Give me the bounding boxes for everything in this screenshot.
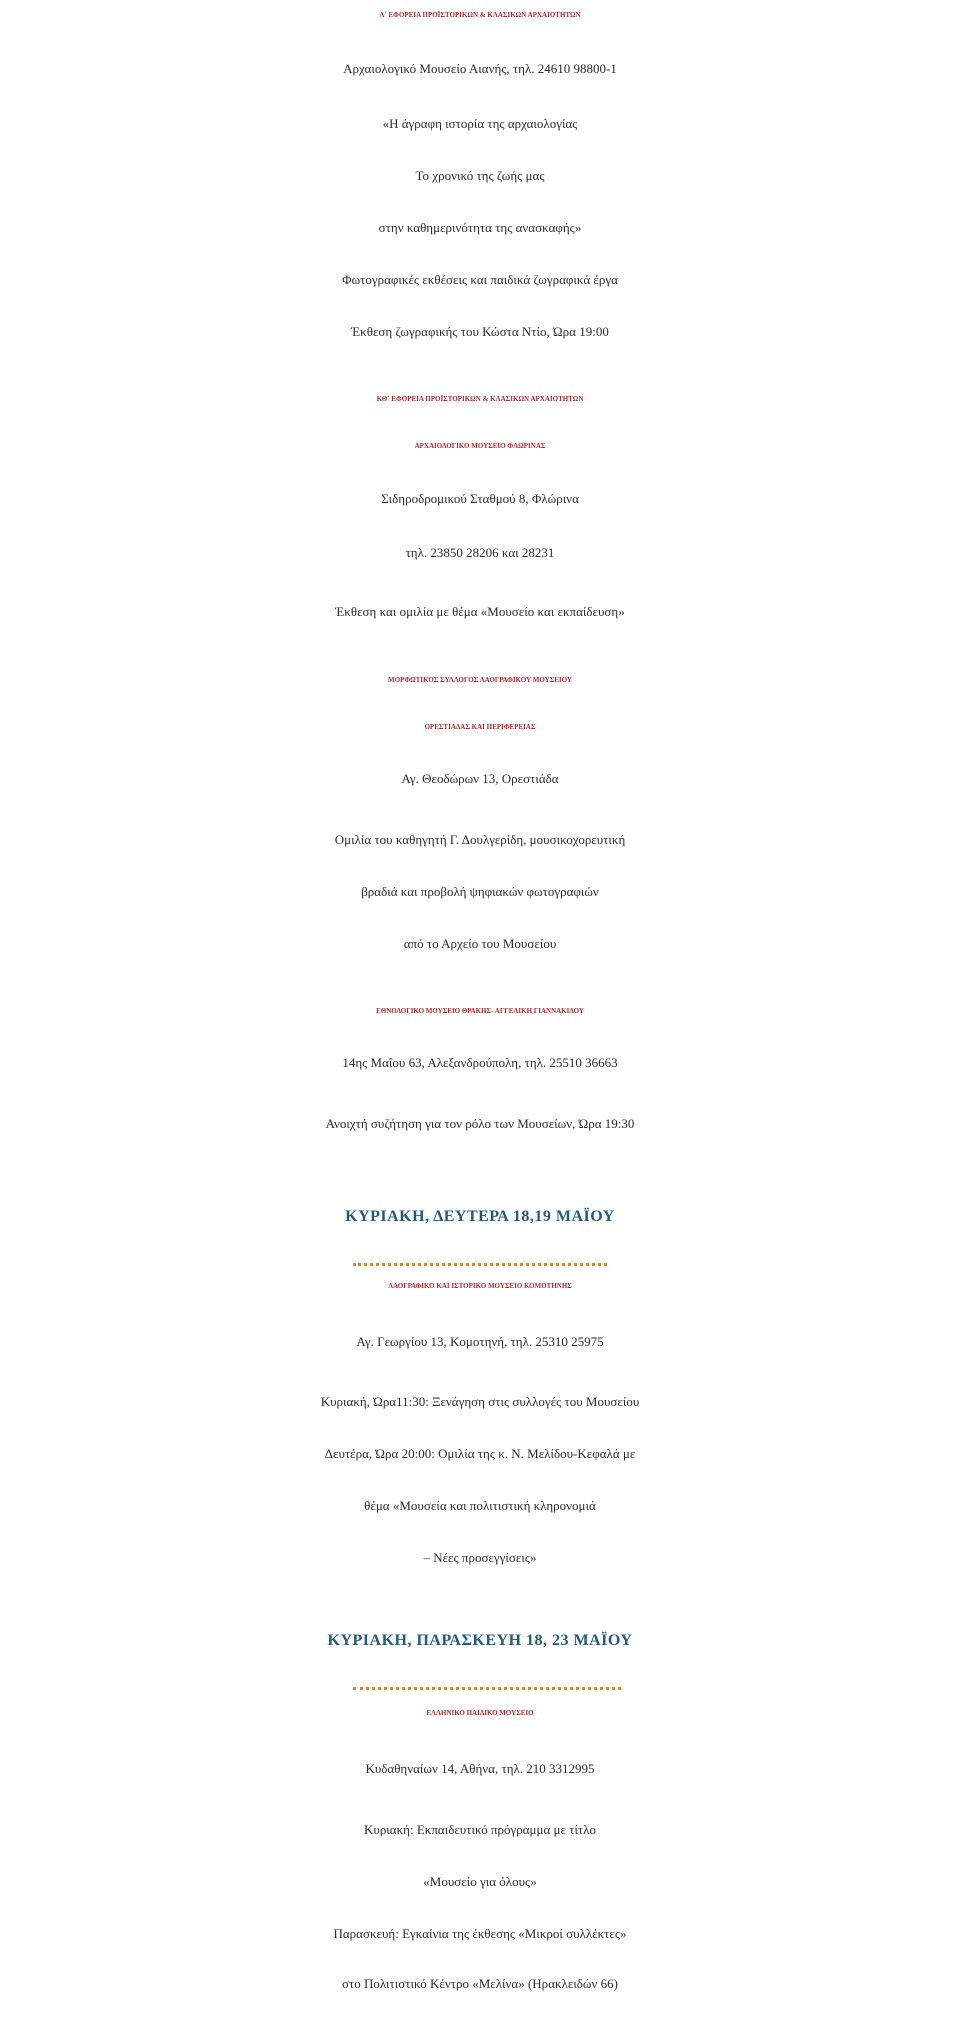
event-description: Κυριακή: Εκπαιδευτικό πρόγραμμα με τίτλο [364, 1822, 596, 1837]
day-heading: ΚΥΡΙΑΚΗ, ΔΕΥΤΕΡΑ 18,19 ΜΑΪΟΥ [345, 1208, 615, 1225]
venue-address: Σιδηροδρομικού Σταθμού 8, Φλώρινα [381, 491, 579, 506]
org-heading: ΑΡΧΑΙΟΛΟΓΙΚΟ ΜΟΥΣΕΙΟ ΦΛΩΡΙΝΑΣ [414, 442, 546, 450]
venue-address: Κυδαθηναίων 14, Αθήνα, τηλ. 210 3312995 [365, 1761, 595, 1776]
org-heading: Λ΄ ΕΦΟΡΕΙΑ ΠΡΟΪΣΤΟΡΙΚΩΝ & ΚΛΑΣΙΚΩΝ ΑΡΧΑΙΟΤΗΤΩΝ [379, 11, 581, 19]
org-heading: ΕΛΛΗΝΙΚΟ ΠΑΙΔΙΚΟ ΜΟΥΣΕΙΟ [426, 1709, 534, 1717]
venue-address: 14ης Μαΐου 63, Αλεξανδρούπολη, τηλ. 25510 36663 [342, 1055, 618, 1070]
event-description: Έκθεση ζωγραφικής του Κώστα Ντίο, Ώρα 19:00 [351, 324, 609, 339]
event-description: Έκθεση και ομιλία με θέμα «Μουσείο και εκπαίδευση» [335, 604, 625, 619]
event-title-line: στην καθημερινότητα της ανασκαφής» [378, 220, 582, 235]
event-description: – Νέες προσεγγίσεις» [423, 1550, 537, 1565]
event-description: στο Πολιτιστικό Κέντρο «Μελίνα» (Ηρακλειδών 66) [342, 1976, 618, 1991]
org-heading: ΚΘ΄ ΕΦΟΡΕΙΑ ΠΡΟΪΣΤΟΡΙΚΩΝ & ΚΛΑΣΙΚΩΝ ΑΡΧΑΙΟΤΗΤΩΝ [376, 395, 584, 403]
event-description: Κυριακή, Ώρα11:30: Ξενάγηση στις συλλογές του Μουσείου [320, 1394, 640, 1409]
event-description: από το Αρχείο του Μουσείου [403, 936, 557, 951]
event-description: Παρασκευή: Εγκαίνια της έκθεσης «Μικροί συλλέκτες» [333, 1926, 627, 1941]
event-description: Ανοιχτή συζήτηση για τον ρόλο των Μουσείων, Ώρα 19:30 [325, 1116, 635, 1131]
event-description: Ομιλία του καθηγητή Γ. Δουλγερίδη, μουσικοχορευτική [334, 832, 626, 847]
day-heading: ΚΥΡΙΑΚΗ, ΠΑΡΑΣΚΕΥΗ 18, 23 ΜΑΪΟΥ [327, 1632, 633, 1649]
org-heading: ΟΡΕΣΤΙΑΔΑΣ ΚΑΙ ΠΕΡΙΦΕΡΕΙΑΣ [424, 723, 536, 731]
event-description: Δευτέρα, Ώρα 20:00: Ομιλία της κ. Ν. Μελίδου-Κεφαλά με [324, 1446, 636, 1461]
venue-address: Αγ. Γεωργίου 13, Κομοτηνή, τηλ. 25310 25975 [356, 1334, 604, 1349]
venue-phone: τηλ. 23850 28206 και 28231 [405, 545, 555, 560]
event-title-line: «Η άγραφη ιστορία της αρχαιολογίας [382, 116, 578, 131]
event-description: θέμα «Μουσεία και πολιτιστική κληρονομιά [364, 1498, 596, 1513]
event-description: «Μουσείο για όλους» [423, 1874, 537, 1889]
org-heading: ΕΘΝΟΛΟΓΙΚΟ ΜΟΥΣΕΙΟ ΘΡΑΚΗΣ- ΑΓΓΕΛΙΚΗ ΓΙΑΝΝΑΚΙΔΟΥ [376, 1007, 584, 1015]
dotted-divider [353, 1687, 621, 1690]
event-title-line: Το χρονικό της ζωής μας [415, 168, 545, 183]
event-description: βραδιά και προβολή ψηφιακών φωτογραφιών [361, 884, 599, 899]
event-description: Φωτογραφικές εκθέσεις και παιδικά ζωγραφικά έργα [342, 272, 618, 287]
org-heading: ΛΑΟΓΡΑΦΙΚΟ ΚΑΙ ΙΣΤΟΡΙΚΟ ΜΟΥΣΕΙΟ ΚΟΜΟΤΗΝΗΣ [388, 1282, 572, 1290]
org-heading: ΜΟΡΦΩΤΙΚΟΣ ΣΥΛΛΟΓΟΣ ΛΑΟΓΡΑΦΙΚΟΥ ΜΟΥΣΕΙΟΥ [388, 676, 572, 684]
venue-address: Αγ. Θεοδώρων 13, Ορεστιάδα [401, 771, 559, 786]
venue-address: Αρχαιολογικό Μουσείο Αιανής, τηλ. 24610 98800-1 [343, 61, 617, 76]
dotted-divider [353, 1263, 607, 1266]
